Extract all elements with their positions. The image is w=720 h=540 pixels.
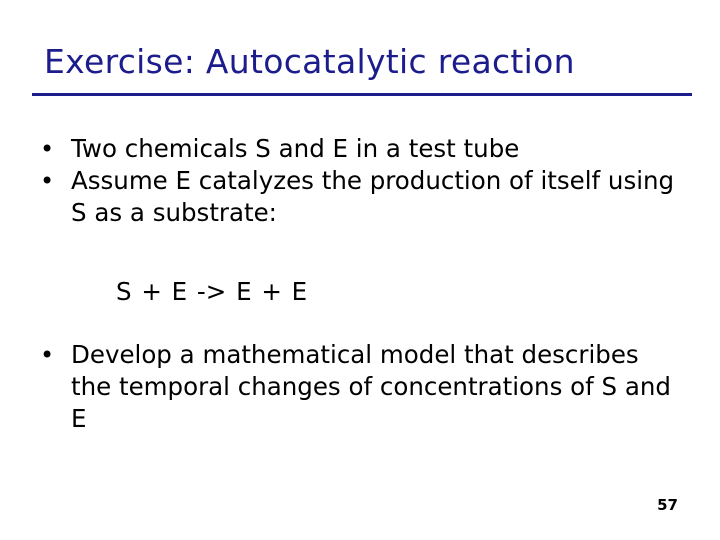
bullet-item [40,133,680,165]
page-number: 57 [657,496,678,514]
slide-title: Exercise: Autocatalytic reaction [44,42,575,81]
bullet-item [40,165,680,229]
bullet-text: Develop a mathematical model that describes the temporal changes of concentrations of S and E [71,340,671,433]
bullet-item [40,339,680,435]
bullet-marker: • [40,341,55,369]
bullet-text: Assume E catalyzes the production of itself using S as a substrate: [71,166,675,227]
bullet-text: Two chemicals S and E in a test tube [71,134,520,163]
reaction-equation: S + E -> E + E [116,277,308,306]
bullet-marker: • [40,167,55,195]
bullet-marker: • [40,135,55,163]
